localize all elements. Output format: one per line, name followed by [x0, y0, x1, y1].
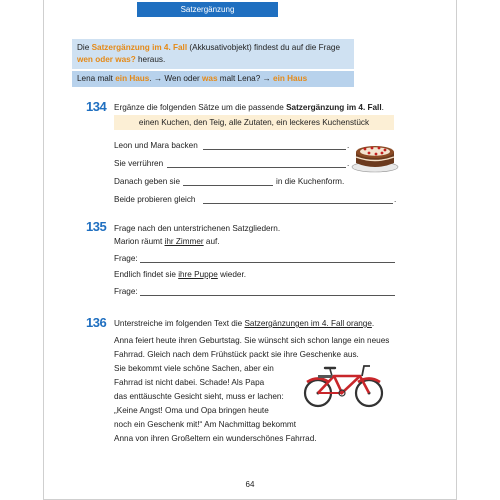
- section-header: Satzergänzung: [137, 2, 278, 17]
- frage-label-1: Frage:: [114, 254, 138, 263]
- word-bank: einen Kuchen, den Teig, alle Zutaten, ein leckeres Kuchenstück: [114, 115, 394, 130]
- answer-line-134-2[interactable]: [167, 167, 346, 168]
- answer-line-135-1[interactable]: [140, 262, 395, 263]
- answer-line-134-3[interactable]: [183, 185, 273, 186]
- info-box: [72, 39, 354, 87]
- sentence-134-2: Sie verrühren: [114, 159, 164, 168]
- answer-line-134-1[interactable]: [203, 149, 346, 150]
- sentence-135-1: Marion räumt ihr Zimmer auf.: [114, 237, 220, 246]
- bicycle-illustration: [298, 360, 390, 410]
- text-line: Fahrrad ist nicht dabei. Schade! Als Papa: [114, 378, 265, 387]
- info-example: Lena malt ein Haus. → Wen oder was malt Lena? → ein Haus: [72, 71, 354, 87]
- answer-line-134-4[interactable]: [203, 203, 393, 204]
- exercise-number-136: 136: [86, 315, 107, 330]
- sentence-134-4: Beide probieren gleich: [114, 195, 196, 204]
- text-line: Anna feiert heute ihren Geburtstag. Sie wünscht sich schon lange ein neues: [114, 336, 390, 345]
- cake-illustration: [350, 134, 400, 174]
- page-number: 64: [245, 480, 255, 489]
- sentence-134-3: Danach geben sie: [114, 177, 181, 186]
- text-line: „Keine Angst! Oma und Opa bringen heute: [114, 406, 269, 415]
- exercise-136-instruction: Unterstreiche im folgenden Text die Satzergänzungen im 4. Fall orange.: [114, 319, 375, 328]
- text-line: Sie bekommt viele schöne Sachen, aber ein: [114, 364, 274, 373]
- exercise-134-instruction: Ergänze die folgenden Sätze um die passende Satzergänzung im 4. Fall.: [114, 103, 384, 112]
- answer-line-135-2[interactable]: [140, 295, 395, 296]
- exercise-number-135: 135: [86, 219, 107, 234]
- exercise-number-134: 134: [86, 99, 107, 114]
- text-line: Fahrrad. Gleich nach dem Frühstück packt sie ihre Geschenke aus.: [114, 350, 359, 359]
- frage-label-2: Frage:: [114, 287, 138, 296]
- text-line: das enttäuschte Gesicht sieht, muss er lachen:: [114, 392, 284, 401]
- exercise-135-instruction: Frage nach den unterstrichenen Satzgliedern.: [114, 224, 281, 233]
- text-line: noch ein Geschenk mit!“ Am Nachmittag bekommt: [114, 420, 297, 429]
- sentence-134-1: Leon und Mara backen: [114, 141, 198, 150]
- sentence-135-2: Endlich findet sie ihre Puppe wieder.: [114, 270, 247, 279]
- info-rule: Die Satzergänzung im 4. Fall (Akkusativobjekt) findest du auf die Frage wen oder was? heraus.: [72, 39, 354, 69]
- text-line: Anna von ihren Großeltern ein wunderschönes Fahrrad.: [114, 434, 317, 443]
